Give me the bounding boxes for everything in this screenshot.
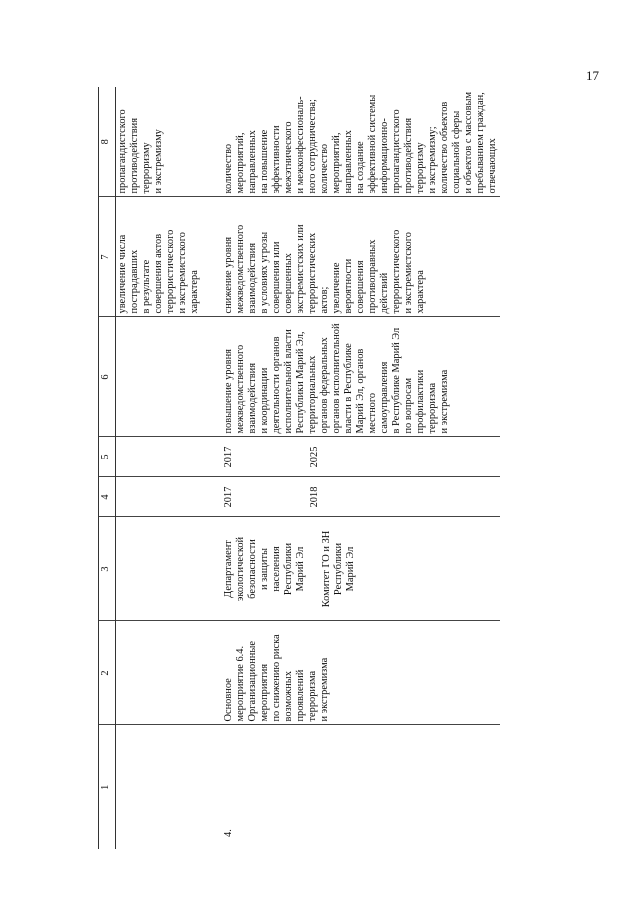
rotated-table-container xyxy=(98,87,590,849)
col-header-1: 1 xyxy=(99,725,116,849)
column-number-row xyxy=(99,87,116,849)
col-header-5: 5 xyxy=(99,437,116,477)
page-number: 17 xyxy=(586,68,599,83)
col-header-3: 3 xyxy=(99,517,116,621)
non-implementation-consequence: снижение уровня межведомственного взаимодействия в условиях угрозы совершения или совершенных экстремистских или террористических актов; увеличение вероятности совершения противоправных действий террористического и экстремистского характера xyxy=(222,197,500,317)
carry-empty-4 xyxy=(116,477,223,517)
start-year-1: 2017 xyxy=(223,486,234,508)
col-header-7: 7 xyxy=(99,197,116,317)
end-year-cell xyxy=(222,437,500,477)
table-row xyxy=(222,87,500,849)
col-header-8: 8 xyxy=(99,87,116,197)
row-number: 4. xyxy=(223,829,234,837)
executor-2: Комитет ГО и ЗН Республики Марий Эл xyxy=(321,530,356,608)
carry-empty-2 xyxy=(116,621,223,725)
executor-1: Департамент экологической безопасности и защиты населения Республики Марий Эл xyxy=(223,536,306,602)
start-year-cell xyxy=(222,477,500,517)
col-header-2: 2 xyxy=(99,621,116,725)
carry-indicator: пропагандистского противодействия терроризму и экстремизму xyxy=(116,87,223,197)
carry-over-row xyxy=(116,87,223,849)
carry-consequence: увеличение числа пострадавших в результате совершения актов террористического и экстремистского характера xyxy=(116,197,223,317)
col-header-6: 6 xyxy=(99,317,116,437)
executor-cell xyxy=(222,517,500,621)
program-table xyxy=(98,87,500,849)
carry-empty-5 xyxy=(116,437,223,477)
carry-empty-6 xyxy=(116,317,223,437)
carry-empty-1 xyxy=(116,725,223,849)
start-year-2: 2018 xyxy=(309,486,320,508)
indicator-link: количество мероприятий, направленных на повышение эффективности межэтнического и межконфессиональ- ного сотрудничества; количество мероприятий, направленных на создание эффективной системы информационно- пропагандистского противодействия терроризму и экстремизму; количество объектов социальной сферы и объектов с массовым пребыванием граждан, отвечающих xyxy=(222,87,500,197)
expected-result: повышение уровня межведомственного взаимодействия и координации деятельности органов исполнительной власти Республики Марий Эл, территориальных органов федеральных органов исполнительной власти в Республике Марий Эл, органов местного самоуправления в Республике Марий Эл по вопросам профилактики терроризма и экстремизма xyxy=(222,317,500,437)
end-year-1: 2017 xyxy=(223,446,234,468)
carry-empty-3 xyxy=(116,517,223,621)
end-year-2: 2025 xyxy=(309,446,320,468)
measure-name: Основное мероприятие 6.4. Организационные мероприятия по снижению риска возможных проявлений терроризма и экстремизма xyxy=(222,621,500,725)
col-header-4: 4 xyxy=(99,477,116,517)
